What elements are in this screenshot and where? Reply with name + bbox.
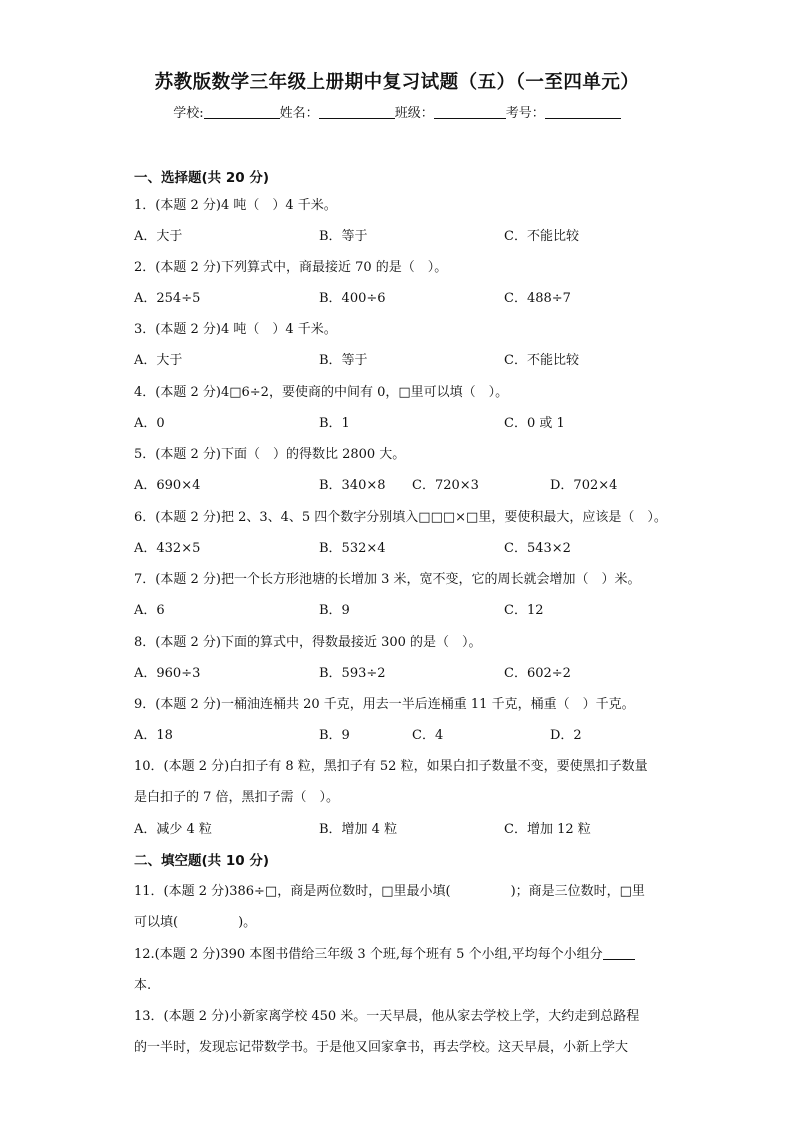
question-6-options [134,537,734,555]
school-label: 学校: [173,106,204,121]
q7-option-c[interactable]: C．12 [504,603,544,618]
q5-option-c[interactable]: C．720×3 [412,478,479,493]
q9-option-a[interactable]: A．18 [134,728,173,743]
number-label: 考号： [505,106,545,121]
q5-option-d[interactable]: D．702×4 [550,478,618,493]
q6-option-b[interactable]: B．532×4 [319,541,386,556]
question-9-options [134,724,734,742]
question-1-options [134,225,734,243]
class-blank[interactable] [434,105,506,119]
q7-option-b[interactable]: B．9 [319,603,350,618]
q12-text: 12.(本题 2 分)390 本图书借给三年级 3 个班,每个班有 5 个小组,平均每个小组分 [134,947,603,962]
q5-option-b[interactable]: B．340×8 [319,478,386,493]
q3-option-b[interactable]: B．等于 [319,353,368,368]
q2-option-a[interactable]: A．254÷5 [134,291,201,306]
number-blank[interactable] [545,105,621,119]
q8-option-a[interactable]: A．960÷3 [134,666,201,681]
question-6: 6．(本题 2 分)把 2、3、4、5 四个数字分别填入□□□×□里，要使积最大，应该是（ ）。 [134,510,667,525]
question-8: 8．(本题 2 分)下面的算式中，得数最接近 300 的是（ ）。 [134,635,482,650]
question-2-options [134,287,734,305]
question-7: 7．(本题 2 分)把一个长方形池塘的长增加 3 米，宽不变，它的周长就会增加（ ）米。 [134,572,641,587]
q10-option-b[interactable]: B．增加 4 粒 [319,822,398,837]
question-9: 9．(本题 2 分)一桶油连桶共 20 千克，用去一半后连桶重 11 千克，桶重（ ）千克。 [134,697,635,712]
question-3-options [134,349,734,367]
q4-option-a[interactable]: A．0 [134,416,165,431]
q4-option-b[interactable]: B．1 [319,416,350,431]
q12-blank[interactable] [603,947,635,960]
name-label: 姓名： [279,106,319,121]
q8-option-c[interactable]: C．602÷2 [504,666,571,681]
question-13-line-1: 13．(本题 2 分)小新家离学校 450 米。一天早晨，他从家去学校上学，大约走到总路程 [134,1009,640,1024]
question-11-line-2 [134,911,256,930]
q6-option-a[interactable]: A．432×5 [134,541,201,556]
question-7-options [134,599,734,617]
question-8-options [134,662,734,680]
q11-text-a: 11．(本题 2 分)386÷□，商是两位数时，□里最小填( [134,884,451,899]
q2-option-b[interactable]: B．400÷6 [319,291,386,306]
q3-option-c[interactable]: C．不能比较 [504,353,579,368]
exam-title: 苏教版数学三年级上册期中复习试题（五）（一至四单元） [154,72,640,93]
q1-option-c[interactable]: C．不能比较 [504,229,579,244]
question-13-line-2: 的一半时，发现忘记带数学书。于是他又回家拿书，再去学校。这天早晨，小新上学大 [134,1040,629,1055]
q4-option-c[interactable]: C．0 或 1 [504,416,565,431]
q8-option-b[interactable]: B．593÷2 [319,666,386,681]
question-5: 5．(本题 2 分)下面（ ）的得数比 2800 大。 [134,447,406,462]
section-title-fill: 二、填空题(共 10 分) [134,853,270,869]
q1-option-b[interactable]: B．等于 [319,229,368,244]
q10-option-a[interactable]: A．减少 4 粒 [134,822,212,837]
q11-text-c: 可以填( [134,915,179,930]
question-12-line-2: 本. [134,978,152,993]
question-5-options [134,474,734,492]
question-4: 4．(本题 2 分)4□6÷2，要使商的中间有 0，□里可以填（ ）。 [134,385,509,400]
q9-option-b[interactable]: B．9 [319,728,350,743]
question-10-line-2: 是白扣子的 7 倍，黑扣子需（ ）。 [134,790,340,805]
q1-option-a[interactable]: A．大于 [134,229,183,244]
question-2: 2．(本题 2 分)下列算式中，商最接近 70 的是（ ）。 [134,260,448,275]
school-blank[interactable] [204,105,280,119]
q11-text-b: )；商是三位数时，□里 [510,884,645,899]
q9-option-d[interactable]: D．2 [550,728,582,743]
question-4-options [134,412,734,430]
name-blank[interactable] [319,105,395,119]
class-label: 班级： [394,106,434,121]
q7-option-a[interactable]: A．6 [134,603,165,618]
question-10-line-1: 10．(本题 2 分)白扣子有 8 粒，黑扣子有 52 粒，如果白扣子数量不变，要使黑扣子数量 [134,759,648,774]
q6-option-c[interactable]: C．543×2 [504,541,571,556]
q5-option-a[interactable]: A．690×4 [134,478,201,493]
question-3: 3．(本题 2 分)4 吨（ ）4 千米。 [134,322,337,337]
q3-option-a[interactable]: A．大于 [134,353,183,368]
question-11-line-1 [134,880,645,899]
q2-option-c[interactable]: C．488÷7 [504,291,571,306]
q9-option-c[interactable]: C．4 [412,728,444,743]
student-info-line [0,102,794,121]
question-10-options [134,818,734,836]
section-title-choice: 一、选择题(共 20 分) [134,170,270,186]
question-1: 1．(本题 2 分)4 吨（ ）4 千米。 [134,198,337,213]
question-12-line-1 [134,943,635,962]
q10-option-c[interactable]: C．增加 12 粒 [504,822,591,837]
q11-text-d: )。 [238,915,257,930]
